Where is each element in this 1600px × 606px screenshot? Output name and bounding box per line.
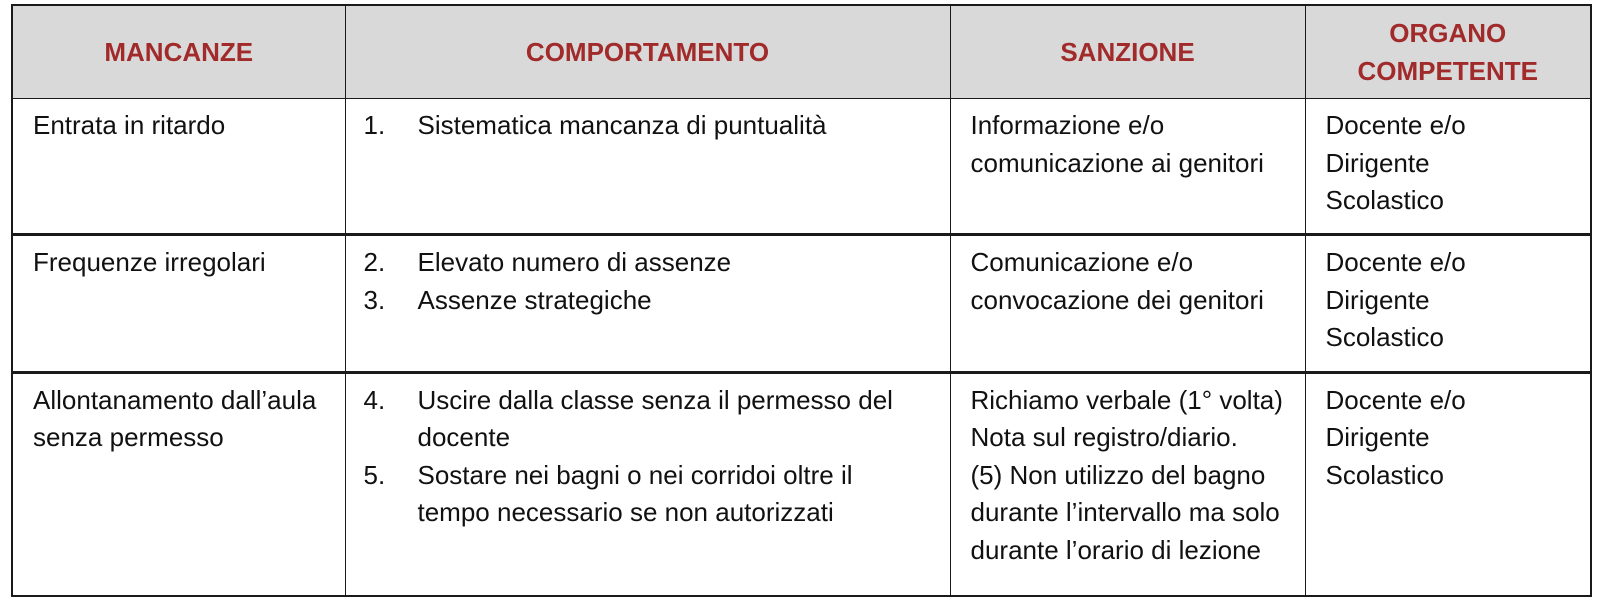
sanzione-line: Informazione e/o [970, 110, 1165, 140]
cell-sanzione [950, 99, 1305, 235]
organo-line: Docente e/o [1325, 110, 1466, 140]
sanzione-line: durante l’orario di lezione [970, 534, 1262, 565]
item-text: Sistematica mancanza di puntualità [417, 110, 827, 140]
item-text-line: Uscire dalla classe senza il permesso del [417, 384, 893, 415]
item-text: Assenze strategiche [417, 284, 652, 315]
cell-comportamento [345, 99, 950, 235]
cell-comportamento [345, 235, 950, 372]
item-number: 1. [363, 110, 386, 140]
disciplinary-table [11, 4, 1592, 597]
mancanze-text: Frequenze irregolari [33, 247, 266, 278]
header-mancanze: MANCANZE [12, 5, 345, 99]
header-organo-line2: COMPETENTE [1357, 56, 1539, 86]
table-header [12, 5, 1591, 99]
organo-line: Dirigente [1325, 147, 1430, 178]
item-text-line: tempo necessario se non autorizzati [417, 497, 834, 528]
header-sanzione: SANZIONE [950, 5, 1305, 99]
organo-line: Dirigente [1325, 284, 1430, 315]
cell-mancanze [12, 235, 345, 372]
list-item [346, 99, 950, 145]
mancanze-text: senza permesso [33, 422, 224, 453]
sanzione-line: convocazione dei genitori [970, 284, 1264, 315]
table-row [12, 99, 1591, 235]
organo-line: Docente e/o [1325, 384, 1466, 415]
item-number: 3. [363, 284, 386, 315]
table-row [12, 235, 1591, 372]
organo-line: Scolastico [1325, 459, 1444, 490]
sanzione-line: durante l’intervallo ma solo [970, 497, 1280, 528]
item-number: 5. [363, 459, 386, 490]
item-text-line: docente [417, 422, 511, 453]
organo-line: Scolastico [1325, 185, 1444, 215]
organo-line: Docente e/o [1325, 247, 1466, 278]
item-number: 4. [363, 384, 386, 415]
list-item [346, 374, 950, 457]
organo-line: Scolastico [1325, 322, 1444, 353]
cell-organo [1305, 372, 1591, 596]
list-item [346, 282, 950, 320]
sanzione-line: (5) Non utilizzo del bagno [970, 459, 1266, 490]
cell-mancanze [12, 372, 345, 596]
header-row [12, 5, 1591, 99]
cell-sanzione [950, 372, 1305, 596]
item-number: 2. [363, 247, 386, 278]
item-text [418, 382, 940, 457]
cell-mancanze [12, 99, 345, 235]
table-row [12, 372, 1591, 596]
header-organo-line1: ORGANO [1389, 18, 1507, 48]
cell-sanzione [950, 235, 1305, 372]
list-item [346, 236, 950, 282]
sanzione-line: Nota sul registro/diario. [970, 422, 1238, 453]
organo-line: Dirigente [1325, 422, 1430, 453]
item-text-line: Sostare nei bagni o nei corridoi oltre il [417, 459, 853, 490]
sanzione-line: comunicazione ai genitori [970, 147, 1264, 178]
sanzione-line: Richiamo verbale (1° volta) [970, 384, 1283, 415]
item-text [418, 457, 940, 532]
item-text: Elevato numero di assenze [417, 247, 732, 278]
header-comportamento: COMPORTAMENTO [345, 5, 950, 99]
sanzione-line: Comunicazione e/o [970, 247, 1194, 278]
mancanze-text: Allontanamento dall’aula [33, 384, 317, 415]
header-organo-competente [1305, 5, 1591, 99]
mancanze-text: Entrata in ritardo [33, 110, 226, 140]
table-body [12, 99, 1591, 597]
cell-organo [1305, 235, 1591, 372]
cell-organo [1305, 99, 1591, 235]
list-item [346, 457, 950, 532]
cell-comportamento [345, 372, 950, 596]
